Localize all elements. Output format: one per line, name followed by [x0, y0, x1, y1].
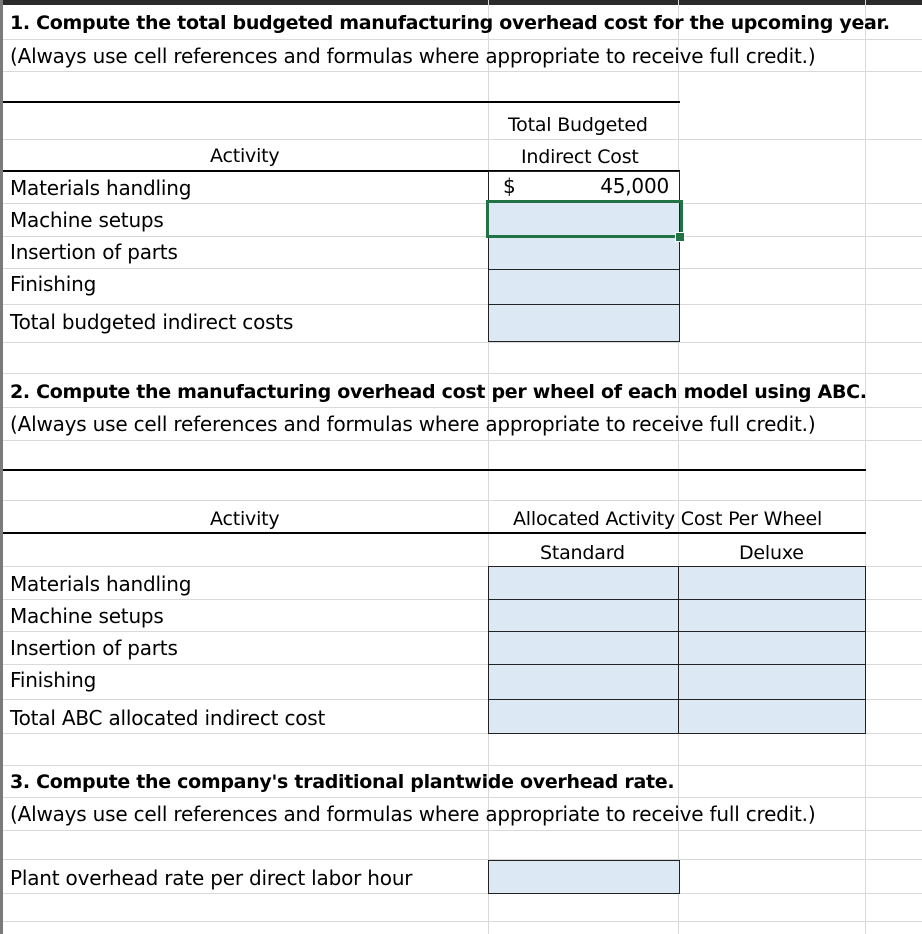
column-gridline [865, 0, 866, 934]
total-budgeted-indirect-costs-cell[interactable] [488, 304, 680, 342]
section2-top-rule [3, 469, 866, 471]
row-gridline [3, 139, 922, 140]
section2-header-activity: Activity [210, 508, 280, 530]
column-gridline [678, 0, 679, 934]
section1-row-finishing: Finishing [10, 272, 97, 296]
materials-handling-cost-value: 45,000 [600, 174, 669, 198]
section2-header-deluxe: Deluxe [739, 542, 804, 564]
section1-row-insertion-of-parts: Insertion of parts [10, 240, 178, 264]
section1-header-activity: Activity [210, 145, 280, 167]
section3-instruction: (Always use cell references and formulas where appropriate to receive full credit.) [10, 802, 816, 826]
section2-header-rule [3, 532, 866, 534]
standard-finishing-cell[interactable] [488, 664, 679, 700]
row-gridline [3, 921, 922, 922]
section3-rate-label: Plant overhead rate per direct labor hour [10, 866, 413, 890]
section2-row-materials-handling: Materials handling [10, 572, 192, 596]
top-border [0, 0, 922, 5]
row-gridline [3, 830, 922, 831]
section1-instruction: (Always use cell references and formulas where appropriate to receive full credit.) [10, 44, 816, 68]
row-gridline [3, 342, 922, 343]
row-gridline [3, 373, 922, 374]
row-gridline [3, 407, 922, 408]
row-gridline [3, 71, 922, 72]
section2-row-insertion-of-parts: Insertion of parts [10, 636, 178, 660]
section3-title: 3. Compute the company's traditional plantwide overhead rate. [10, 771, 675, 793]
row-gridline [3, 304, 922, 305]
section2-row-machine-setups: Machine setups [10, 604, 164, 628]
standard-insertion-of-parts-cell[interactable] [488, 631, 679, 665]
deluxe-insertion-of-parts-cell[interactable] [678, 631, 866, 665]
section2-title: 2. Compute the manufacturing overhead cost per wheel of each model using ABC. [10, 381, 867, 403]
row-gridline [3, 39, 922, 40]
section1-title: 1. Compute the total budgeted manufacturing overhead cost for the upcoming year. [10, 12, 890, 34]
row-gridline [3, 236, 922, 237]
standard-total-abc-cell[interactable] [488, 699, 679, 734]
section2-instruction: (Always use cell references and formulas where appropriate to receive full credit.) [10, 412, 816, 436]
row-gridline [3, 440, 922, 441]
row-gridline [3, 268, 922, 269]
section1-header-cost-line2: Indirect Cost [521, 146, 639, 168]
row-gridline [3, 893, 922, 894]
section1-top-rule [3, 101, 680, 103]
section2-row-finishing: Finishing [10, 668, 97, 692]
selected-cell-outline [486, 200, 683, 238]
left-border [0, 0, 3, 934]
section2-total-label: Total ABC allocated indirect cost [10, 706, 326, 730]
standard-materials-handling-cell[interactable] [488, 566, 679, 600]
section1-row-materials-handling: Materials handling [10, 176, 192, 200]
materials-handling-cost-cell[interactable] [488, 171, 680, 202]
deluxe-total-abc-cell[interactable] [678, 699, 866, 734]
insertion-of-parts-cost-cell[interactable] [488, 236, 680, 270]
deluxe-materials-handling-cell[interactable] [678, 566, 866, 600]
fill-handle[interactable] [675, 232, 685, 242]
standard-machine-setups-cell[interactable] [488, 599, 679, 632]
deluxe-finishing-cell[interactable] [678, 664, 866, 700]
row-gridline [3, 765, 922, 766]
currency-symbol: $ [503, 174, 516, 198]
plant-overhead-rate-cell[interactable] [488, 860, 680, 894]
section1-header-cost-line1: Total Budgeted [508, 114, 648, 136]
row-gridline [3, 203, 922, 204]
row-gridline [3, 797, 922, 798]
section1-total-label: Total budgeted indirect costs [10, 310, 294, 334]
section2-header-standard: Standard [540, 542, 625, 564]
deluxe-machine-setups-cell[interactable] [678, 599, 866, 632]
section1-row-machine-setups: Machine setups [10, 208, 164, 232]
row-gridline [3, 859, 922, 860]
finishing-cost-cell[interactable] [488, 269, 680, 305]
section2-header-allocated: Allocated Activity Cost Per Wheel [513, 508, 823, 530]
row-gridline [3, 500, 922, 501]
